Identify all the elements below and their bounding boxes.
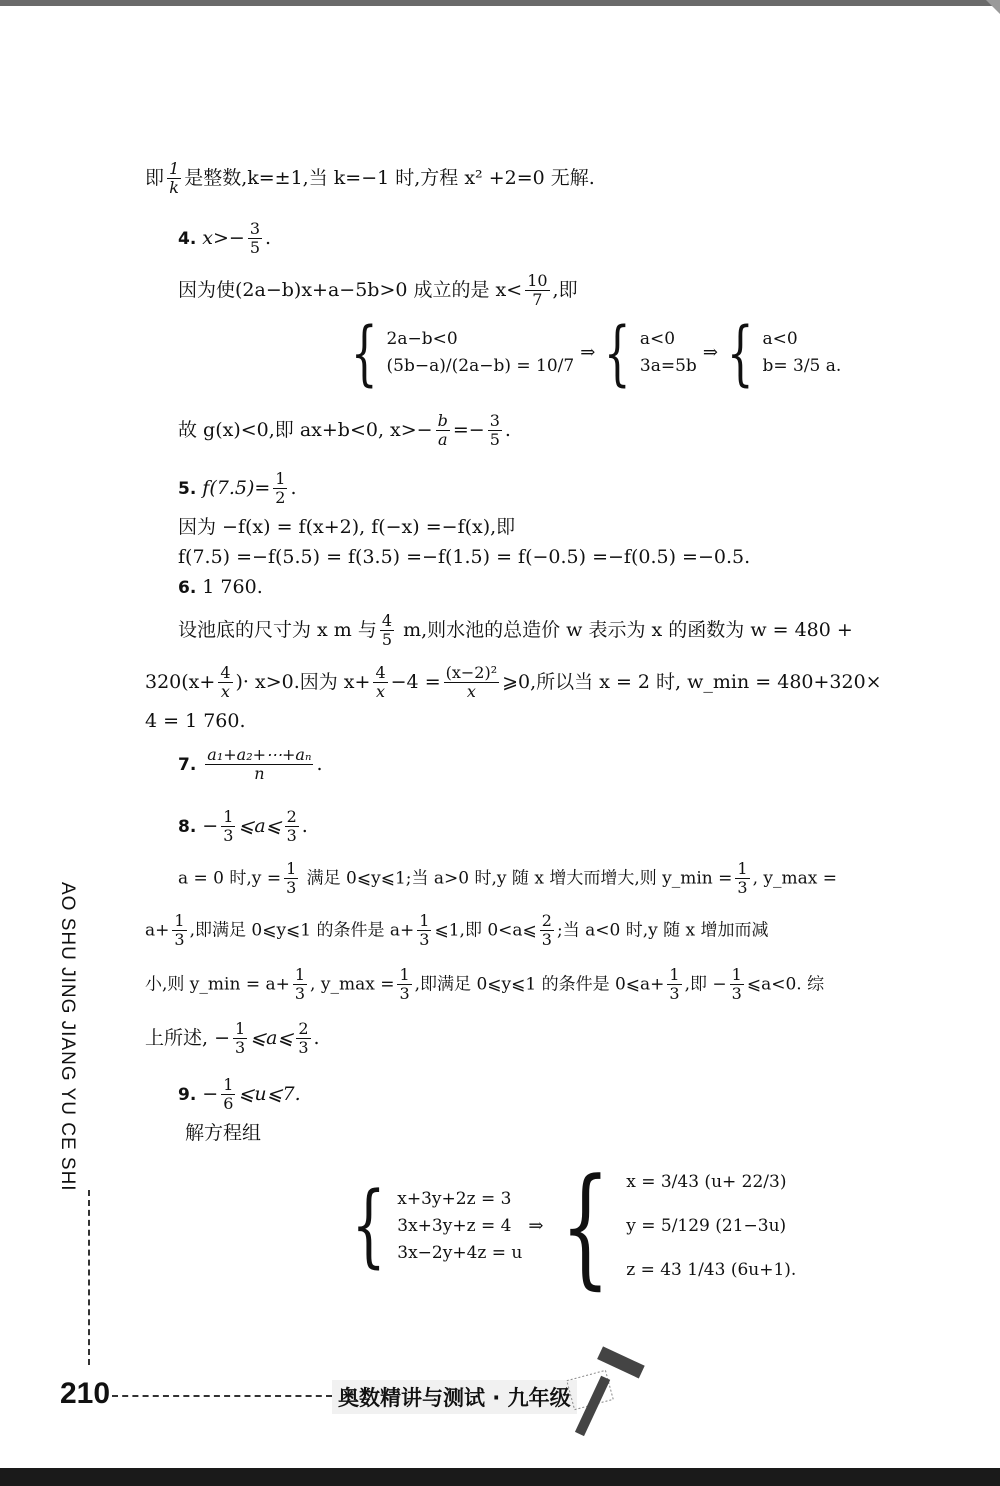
reason-4: 因为使(2a−b)x+a−5b>0 成立的是 x< $\frac{10}{7}$ ,即 [178,271,578,310]
answer-6: 6. 1 760. [178,576,263,598]
text-9a: 解方程组 [185,1122,262,1144]
fraction: $\frac{2}{3}$ [298,1019,309,1058]
text-6b: 320(x+ $\frac{4}{x}$ )· x>0.因为 x+ $\frac{4}{x}$ −4 = $\frac{\text{(x−2)²}}{x}$ ⩾0,所以当 x = 2 时, w_min = 480+320× [145,663,882,702]
text-line-1 [145,160,595,198]
fraction: $\frac{1}{3}$ [174,911,185,950]
fraction: $\frac{10}{7}$ [527,271,548,310]
fraction: $\frac{4}{5}$ [381,611,393,650]
answer-4: 4. x>− $\frac{3}{5}$ . [178,219,272,258]
problem-number: 9. [178,1084,197,1105]
side-margin [58,882,98,1382]
problem-number: 8. [178,816,197,837]
implies-arrow: ⇒ [580,342,596,363]
left-brace: { [351,1173,386,1279]
text-5b: f(7.5) =−f(5.5) = f(3.5) =−f(1.5) = f(−0.5) =−f(0.5) =−0.5. [178,546,751,568]
answer-9: 9. − $\frac{1}{6}$ ⩽u⩽7. [178,1075,301,1114]
conclusion-4: 故 g(x)<0,即 ax+b<0, x>− $\frac{b}{a}$ =− $\frac{3}{5}$ . [178,411,511,450]
problem-number: 4. [178,228,197,249]
text-8a: a = 0 时,y = $\frac{1}{3}$ 满足 0⩽y⩽1;当 a>0 时,y 随 x 增大而增大,则 y_min = $\frac{1}{3}$ , y_max = [178,859,837,898]
left-brace: { [604,312,631,394]
left-brace: { [350,312,378,394]
page-number: 210 [60,1377,111,1410]
system-block: a<0 3a=5b [639,328,697,376]
scan-edge-bottom [0,1468,1000,1486]
text-6a: 设池底的尺寸为 x m 与 $\frac{4}{5}$ m,则水池的总造价 w 表示为 x 的函数为 w = 480 + [178,611,853,650]
implies-arrow: ⇒ [702,342,718,363]
fraction: $\frac{2}{3}$ [541,911,552,950]
implies-arrow: ⇒ [528,1215,544,1237]
system-block: a<0 b= 3/5 a. [762,328,842,376]
ruler-pencil-icon [560,1345,650,1440]
system-4 [342,312,842,394]
system-9 [340,1150,797,1303]
fraction: $\frac{b}{a}$ [437,411,448,450]
text: 是整数,k=±1,当 k=−1 时,方程 x² +2=0 无解. [184,166,595,189]
fraction: $\frac{1}{2}$ [275,469,286,508]
fraction: $\frac{\text{(x−2)²}}{x}$ [445,663,498,702]
answer-8: 8. − $\frac{1}{3}$ ⩽a⩽ $\frac{2}{3}$ . [178,807,308,846]
text-6c: 4 = 1 760. [145,710,246,732]
fraction: $\frac{1}{3}$ [419,911,430,950]
horizontal-dashed-rule [112,1395,332,1397]
book-title: 奥数精讲与测试 · 九年级 [332,1380,577,1414]
text-5a: 因为 −f(x) = f(x+2), f(−x) =−f(x),即 [178,516,516,538]
text-8b: a+ $\frac{1}{3}$ ,即满足 0⩽y⩽1 的条件是 a+ $\frac{1}{3}$ ⩽1,即 0<a⩽ $\frac{2}{3}$ ;当 a<0 时,y 随 x 增加而减 [145,911,769,950]
fraction: $\frac{1}{3}$ [669,965,680,1004]
fraction: $\frac{\text{a₁+a₂+⋯+aₙ}}{n}$ [207,745,312,784]
fraction: $\frac{1}{k}$ [169,159,180,198]
fraction: $\frac{1}{3}$ [235,1019,246,1058]
text: 因为使(2a−b)x+a−5b>0 成立的是 x< [178,278,523,301]
fraction: $\frac{1}{3}$ [286,859,297,898]
fraction: $\frac{4}{x}$ [375,663,386,702]
fraction: $\frac{3}{5}$ [249,219,261,258]
text: 故 g(x)<0,即 ax+b<0, x>− [178,418,433,441]
fraction: $\frac{4}{x}$ [220,663,231,702]
answer-5: 5. f(7.5)= $\frac{1}{2}$ . [178,469,297,508]
scan-edge-top [0,0,1000,6]
left-brace: { [726,312,754,394]
problem-number: 6. [178,578,197,598]
fraction: $\frac{1}{3}$ [731,965,742,1004]
text-8c: 小,则 y_min = a+ $\frac{1}{3}$ , y_max = $\frac{1}{3}$ ,即满足 0⩽y⩽1 的条件是 0⩽a+ $\frac{1}{3}$ ,即 − $\frac{1}{3}$ ⩽a<0. 综 [145,965,825,1004]
side-title: AO SHU JING JIANG YU CE SHI [57,882,78,1192]
text: 即 [145,166,165,189]
fraction: $\frac{1}{6}$ [223,1075,234,1114]
page-corner [986,0,1000,14]
system-block: 2a−b<0 (5b−a)/(2a−b) = 10/7 [386,328,575,376]
text-8d: 上所述, − $\frac{1}{3}$ ⩽a⩽ $\frac{2}{3}$ . [145,1019,320,1058]
system-block: x+3y+2z = 3 3x+3y+z = 4 3x−2y+4z = u [397,1188,523,1263]
vertical-dashed-rule [88,1190,90,1365]
fraction: $\frac{3}{5}$ [489,411,500,450]
fraction: $\frac{1}{3}$ [223,807,234,846]
text: x>− [202,226,245,249]
fraction: $\frac{1}{3}$ [294,965,306,1004]
fraction: $\frac{1}{3}$ [399,965,410,1004]
problem-number: 7. [178,754,197,775]
problem-number: 5. [178,478,197,499]
left-brace: { [560,1150,610,1303]
system-block: x = 3/43 (u+ 22/3) y = 5/129 (21−3u) z = 43 1/43 (6u+1). [626,1172,797,1281]
fraction: $\frac{2}{3}$ [286,807,297,846]
fraction: $\frac{1}{3}$ [737,859,748,898]
answer-7: 7. $\frac{\text{a₁+a₂+⋯+aₙ}}{n}$ . [178,745,323,784]
